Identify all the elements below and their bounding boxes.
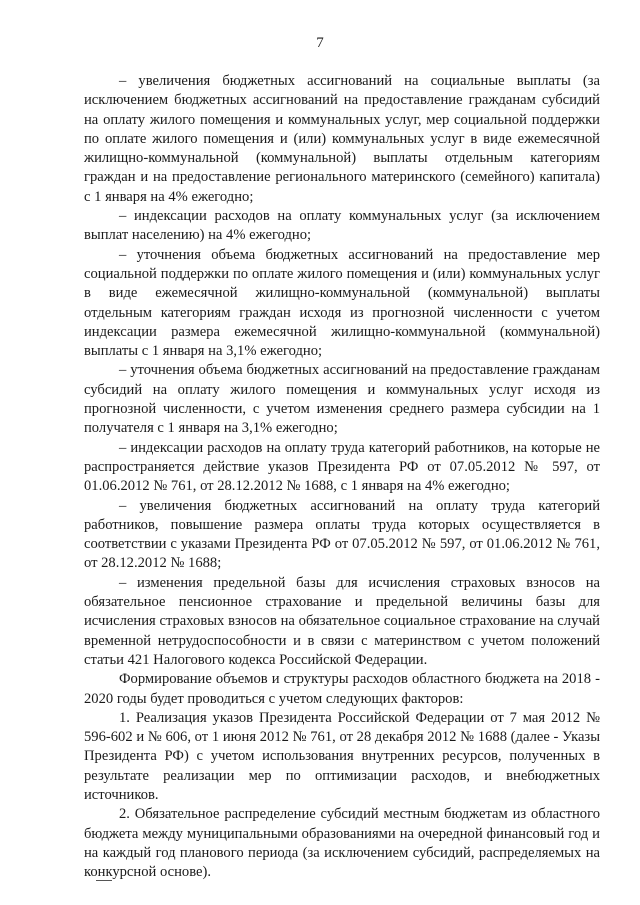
paragraph-factor-2: 2. Обязательное распределение субсидий местным бюджетам из областного бюджета между муниципальными образованиями на очередной финансовый год и на каждый год планового периода (за исключением субсидий, распределяемых на конкурсной основе). bbox=[84, 806, 600, 881]
paragraph-factor-1: 1. Реализация указов Президента Российской Федерации от 7 мая 2012 № 596-602 и № 606, от 1 июня 2012 № 761, от 28 декабря 2012 № 1688 (далее - Указы Президента РФ) с учетом использования внутренних ресурсов, полученных в результате реализации мер по оптимизации расходов, и внебюджетных источников. bbox=[84, 709, 600, 803]
page-number: 7 bbox=[316, 35, 324, 51]
paragraph-housing-subsidies: – уточнения объема бюджетных ассигнований на предоставление гражданам субсидий на оплату жилого помещения и коммунальных услуг исходя из прогнозной численности, с учетом изменения среднего размера субсидии на 1 получателя с 1 января на 3,1% ежегодно; bbox=[84, 362, 600, 437]
paragraph-wage-indexation: – индексации расходов на оплату труда категорий работников, на которые не распространяется действие указов Президента РФ от 07.05.2012 № 597, от 01.06.2012 № 761, от 28.12.2012 № 1688, с 1 января на 4% ежегодно; bbox=[84, 439, 600, 495]
paragraph-social-support-adjustment: – уточнения объема бюджетных ассигнований на предоставление мер социальной поддержки по оплате жилого помещения и (или) коммунальных услуг в виде ежемесячной жилищно-коммунальной (коммунальной) выплаты отдельным категориям граждан исходя из прогнозной численности с учетом индексации размера ежемесячной жилищно-коммунальной (коммунальной) выплаты с 1 января на 3,1% ежегодно; bbox=[84, 246, 600, 360]
footer-divider bbox=[96, 880, 112, 881]
paragraph-utilities-indexation: – индексации расходов на оплату коммунальных услуг (за исключением выплат населению) на 4% ежегодно; bbox=[84, 208, 600, 244]
paragraph-budget-formation: Формирование объемов и структуры расходов областного бюджета на 2018 - 2020 годы будет проводиться с учетом следующих факторов: bbox=[84, 671, 600, 707]
paragraph-wage-increase: – увеличения бюджетных ассигнований на оплату труда категорий работников, повышение размера оплаты труда которых осуществляется в соответствии с указами Президента РФ от 07.05.2012 № 597, от 01.06.2012 № 761, от 28.12.2012 № 1688; bbox=[84, 497, 600, 572]
paragraph-insurance-base: – изменения предельной базы для исчисления страховых взносов на обязательное пенсионное страхование и предельной величины базы для исчисления страховых взносов на обязательное социальное страхование на случай временной нетрудоспособности и в связи с материнством с учетом положений статьи 421 Налогового кодекса Российской Федерации. bbox=[84, 574, 600, 668]
paragraph-social-payments: – увеличения бюджетных ассигнований на социальные выплаты (за исключением бюджетных ассигнований на предоставление гражданам субсидий на оплату жилого помещения и коммунальных услуг, мер социальной поддержки по оплате жилого помещения и (или) коммунальных услуг в виде ежемесячной жилищно-коммунальной (коммунальной) выплаты отдельным категориям граждан и на предоставление регионального материнского (семейного) капитала) с 1 января на 4% ежегодно; bbox=[84, 73, 600, 205]
document-body bbox=[84, 72, 600, 882]
